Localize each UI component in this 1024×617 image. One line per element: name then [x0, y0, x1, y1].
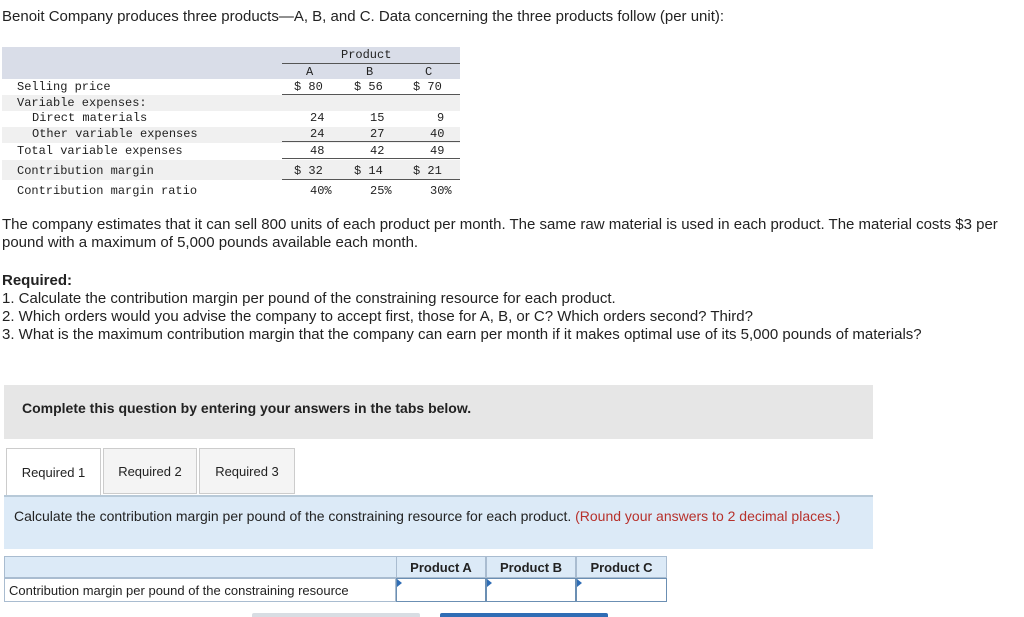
rule: [282, 141, 460, 142]
input-marker-icon: [487, 579, 492, 587]
tab-required-3[interactable]: Required 3: [199, 448, 295, 494]
instruction-main: Calculate the contribution margin per pound of the constraining resource for each product.: [14, 508, 572, 524]
rule: [282, 179, 460, 180]
problem-paragraph: The company estimates that it can sell 800 units of each product per month. The same raw material is used in each product. The material costs $3 per pound with a maximum of 5,000 pounds available each month.: [2, 216, 998, 251]
answer-input-product-c[interactable]: [576, 578, 667, 602]
cell-value: 24: [310, 111, 325, 125]
row-label: Selling price: [17, 80, 111, 94]
complete-note-box: [4, 385, 873, 439]
tab-required-1[interactable]: Required 1: [6, 448, 101, 496]
input-marker-icon: [577, 579, 582, 587]
rule: [282, 158, 460, 159]
cell-value: 15: [370, 111, 385, 125]
cell-value: 49: [430, 144, 445, 158]
cell-value: $ 32: [294, 164, 323, 178]
cell-value: 40%: [310, 184, 332, 198]
product-group-header: Product: [341, 48, 392, 62]
required-item-3: 3. What is the maximum contribution margin that the company can earn per month if it makes optimal use of its 5,000 pounds of materials?: [2, 326, 922, 343]
answer-input-product-b[interactable]: [486, 578, 576, 602]
column-header-c: C: [425, 65, 433, 79]
row-label: Total variable expenses: [17, 144, 183, 158]
problem-intro: Benoit Company produces three products—A, B, and C. Data concerning the three products follow (per unit):: [2, 8, 725, 25]
cell-value: 40: [430, 127, 445, 141]
cell-value: $ 56: [354, 80, 383, 94]
cell-value: 25%: [370, 184, 392, 198]
row-label: Contribution margin: [17, 164, 154, 178]
instruction-text: [14, 508, 864, 525]
required-item-2: 2. Which orders would you advise the company to accept first, those for A, B, or C? Which orders second? Third?: [2, 308, 753, 325]
row-label: Contribution margin ratio: [17, 184, 198, 198]
row-label: Variable expenses:: [17, 96, 147, 110]
cell-value: 42: [370, 144, 385, 158]
input-marker-icon: [397, 579, 402, 587]
answer-header-blank: [4, 556, 396, 578]
answer-header-product-b: Product B: [486, 556, 576, 578]
required-heading: Required:: [2, 272, 73, 289]
instruction-box: [4, 495, 873, 549]
row-label: Other variable expenses: [32, 127, 198, 141]
column-header-b: B: [366, 65, 374, 79]
cell-value: 24: [310, 127, 325, 141]
cell-value: 27: [370, 127, 385, 141]
header-rule: [282, 63, 460, 64]
cell-value: $ 80: [294, 80, 323, 94]
answer-header-product-a: Product A: [396, 556, 486, 578]
next-button[interactable]: [440, 613, 608, 617]
cell-value: $ 21: [413, 164, 442, 178]
complete-note: Complete this question by entering your answers in the tabs below.: [22, 400, 472, 416]
tab-required-2[interactable]: Required 2: [103, 448, 197, 494]
cell-value: 9: [437, 111, 445, 125]
cell-value: $ 14: [354, 164, 383, 178]
answer-input-product-a[interactable]: [396, 578, 486, 602]
rule: [282, 94, 460, 95]
cell-value: $ 70: [413, 80, 442, 94]
instruction-hint: (Round your answers to 2 decimal places.): [575, 508, 841, 524]
row-label: Direct materials: [32, 111, 148, 125]
cell-value: 48: [310, 144, 325, 158]
required-item-1: 1. Calculate the contribution margin per pound of the constraining resource for each product.: [2, 290, 616, 307]
answer-row-label: Contribution margin per pound of the constraining resource: [4, 578, 396, 602]
column-header-a: A: [306, 65, 314, 79]
prev-button[interactable]: [252, 613, 420, 617]
cell-value: 30%: [430, 184, 452, 198]
answer-header-product-c: Product C: [576, 556, 667, 578]
